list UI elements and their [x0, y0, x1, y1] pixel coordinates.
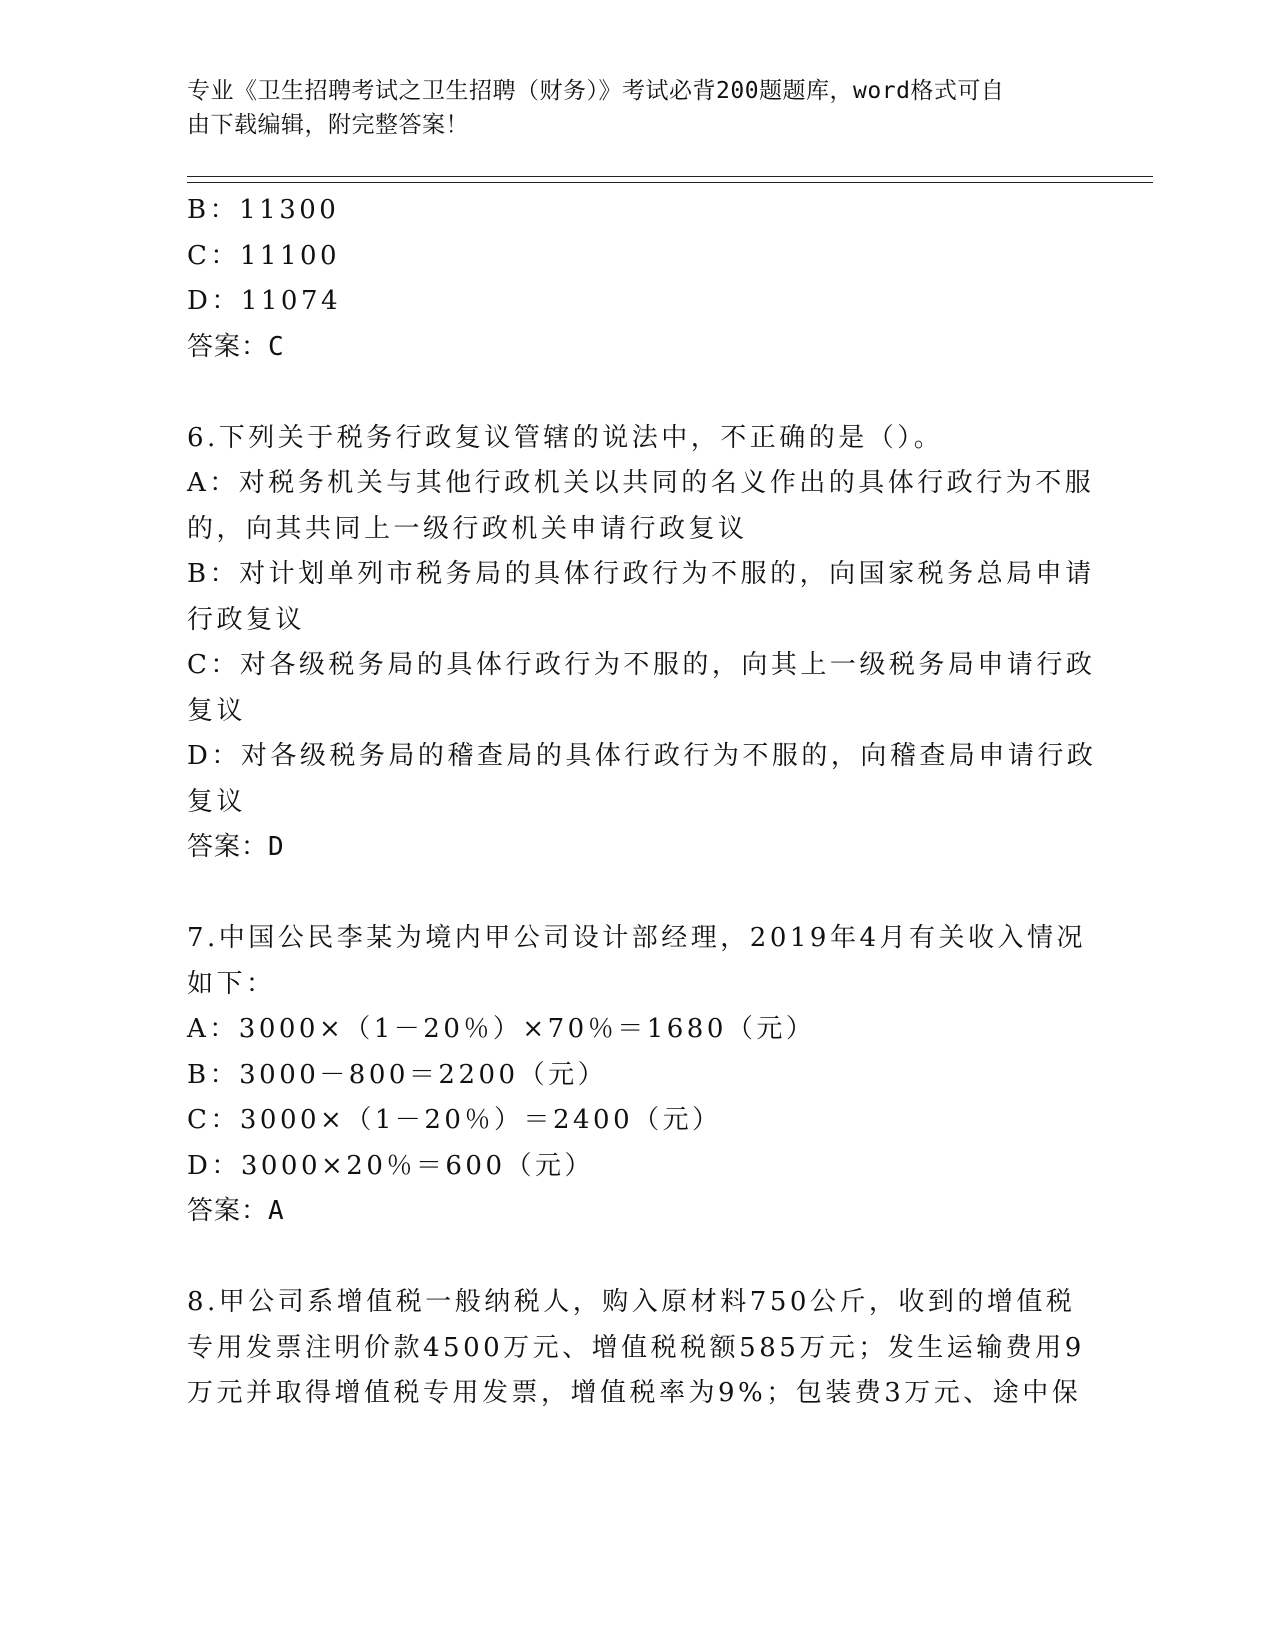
question-7-block [187, 916, 1087, 1235]
q8-stem-line-2: 专用发票注明价款4500万元、增值税税额585万元；发生运输费用9 [187, 1332, 1085, 1363]
header-line-2: 由下载编辑，附完整答案！ [187, 112, 469, 138]
question-8-block [187, 1280, 1087, 1417]
q5-option-d: D：11074 [187, 286, 342, 316]
q7-option-c: C：3000×（1－20％）＝2400（元） [187, 1105, 722, 1135]
q7-option-b: B：3000－800＝2200（元） [187, 1059, 608, 1090]
spacer [187, 871, 1087, 917]
header-line-1: 专业《卫生招聘考试之卫生招聘（财务）》考试必背200题题库，word格式可自 [187, 78, 1005, 104]
q5-answer: 答案：C [187, 331, 285, 362]
q7-option-a: A：3000×（1－20％）×70％＝1680（元） [187, 1014, 816, 1044]
q5-option-b: B：11300 [187, 195, 340, 225]
header-divider-bottom [187, 182, 1153, 183]
document-header [187, 74, 1067, 142]
q8-stem-line-3: 万元并取得增值税专用发票，增值税率为9%；包装费3万元、途中保 [187, 1378, 1082, 1408]
q6-option-a-line-2: 的，向其共同上一级行政机关申请行政复议 [187, 513, 748, 544]
q5-option-c: C：11100 [187, 240, 341, 271]
q6-answer: 答案：D [187, 832, 285, 862]
question-5-block [187, 188, 1087, 370]
question-content [187, 188, 1097, 1417]
q6-option-c-line-1: C：对各级税务局的具体行政行为不服的，向其上一级税务局申请行政 [187, 650, 1096, 680]
q8-stem-line-1: 8.甲公司系增值税一般纳税人，购入原材料750公斤，收到的增值税 [187, 1287, 1076, 1317]
spacer [187, 370, 1087, 416]
q7-answer: 答案：A [187, 1196, 285, 1226]
q6-option-a-line-1: A：对税务机关与其他行政机关以共同的名义作出的具体行政行为不服 [187, 468, 1095, 498]
q7-stem-line-2: 如下： [187, 968, 276, 999]
q7-option-d: D：3000×20％＝600（元） [187, 1150, 595, 1181]
q6-option-d-line-1: D：对各级税务局的稽查局的具体行政行为不服的，向稽查局申请行政 [187, 741, 1097, 771]
question-6-block [187, 416, 1097, 871]
q6-option-b-line-1: B：对计划单列市税务局的具体行政行为不服的，向国家税务总局申请 [187, 559, 1095, 589]
header-divider-top [187, 176, 1153, 177]
q6-option-b-line-2: 行政复议 [187, 604, 306, 635]
q6-stem: 6.下列关于税务行政复议管辖的说法中，不正确的是（）。 [187, 422, 944, 453]
spacer [187, 1235, 1087, 1281]
q6-option-d-line-2: 复议 [187, 786, 247, 817]
q6-option-c-line-2: 复议 [187, 695, 247, 726]
q7-stem-line-1: 7.中国公民李某为境内甲公司设计部经理，2019年4月有关收入情况 [187, 923, 1087, 953]
